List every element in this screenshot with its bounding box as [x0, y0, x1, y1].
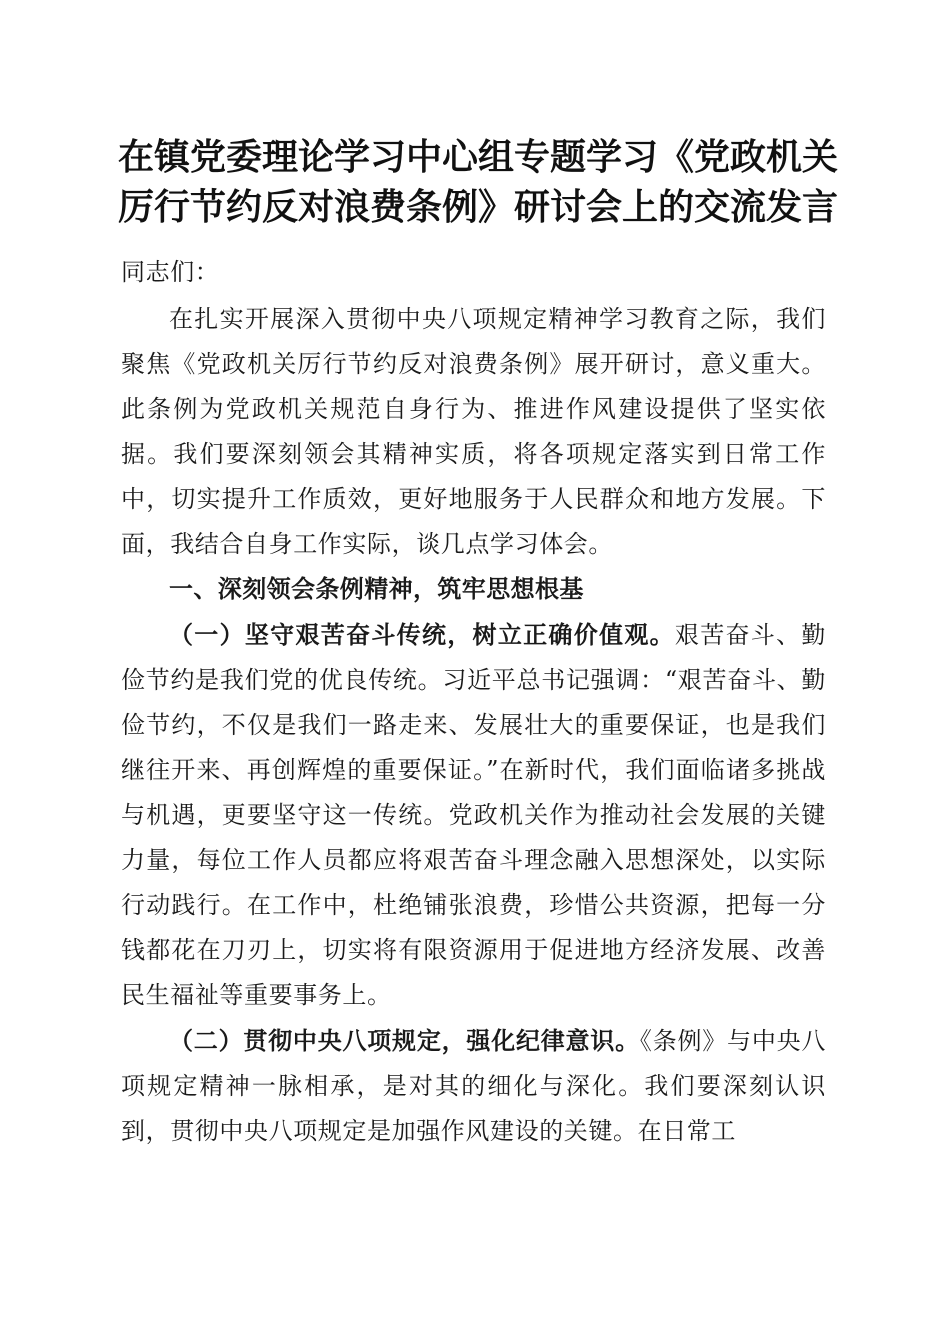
point-2-lead: （二）贯彻中央八项规定，强化纪律意识。	[169, 1026, 640, 1055]
point-1-body: 艰苦奋斗、勤俭节约是我们党的优良传统。习近平总书记强调：“艰苦奋斗、勤俭节约，不仅是我们一路走来、发展壮大的重要保证，也是我们继往开来、再创辉煌的重要保证。”在新时代，我们面临诸多挑战与机遇，更要坚守这一传统。党政机关作为推动社会发展的关键力量，每位工作人员都应将艰苦奋斗理念融入思想深处，以实际行动践行。在工作中，杜绝铺张浪费，珍惜公共资源，把每一分钱都花在刀刃上，切实将有限资源用于促进地方经济发展、改善民生福祉等重要事务上。	[121, 621, 826, 1009]
section-1-heading: 一、深刻领会条例精神，筑牢思想根基	[169, 575, 584, 603]
point-1-paragraph	[121, 612, 826, 1018]
point-2-body: 《条例》与中央八项规定精神一脉相承，是对其的细化与深化。我们要深刻认识到，贯彻中央八项规定是加强作风建设的关键。在日常工	[121, 1027, 826, 1145]
intro-paragraph: 在扎实开展深入贯彻中央八项规定精神学习教育之际，我们聚焦《党政机关厉行节约反对浪费条例》展开研讨，意义重大。此条例为党政机关规范自身行为、推进作风建设提供了坚实依据。我们要深刻领会其精神实质，将各项规定落实到日常工作中，切实提升工作质效，更好地服务于人民群众和地方发展。下面，我结合自身工作实际，谈几点学习体会。	[121, 305, 826, 558]
point-1-lead: （一）坚守艰苦奋斗传统，树立正确价值观。	[169, 620, 675, 649]
document-body	[121, 250, 826, 1154]
document-title	[118, 132, 839, 232]
title-line-1: 在镇党委理论学习中心组专题学习《党政机关	[118, 136, 839, 178]
title-line-2: 厉行节约反对浪费条例》研讨会上的交流发言	[118, 186, 839, 228]
salutation: 同志们：	[121, 258, 220, 286]
point-2-paragraph	[121, 1018, 826, 1154]
